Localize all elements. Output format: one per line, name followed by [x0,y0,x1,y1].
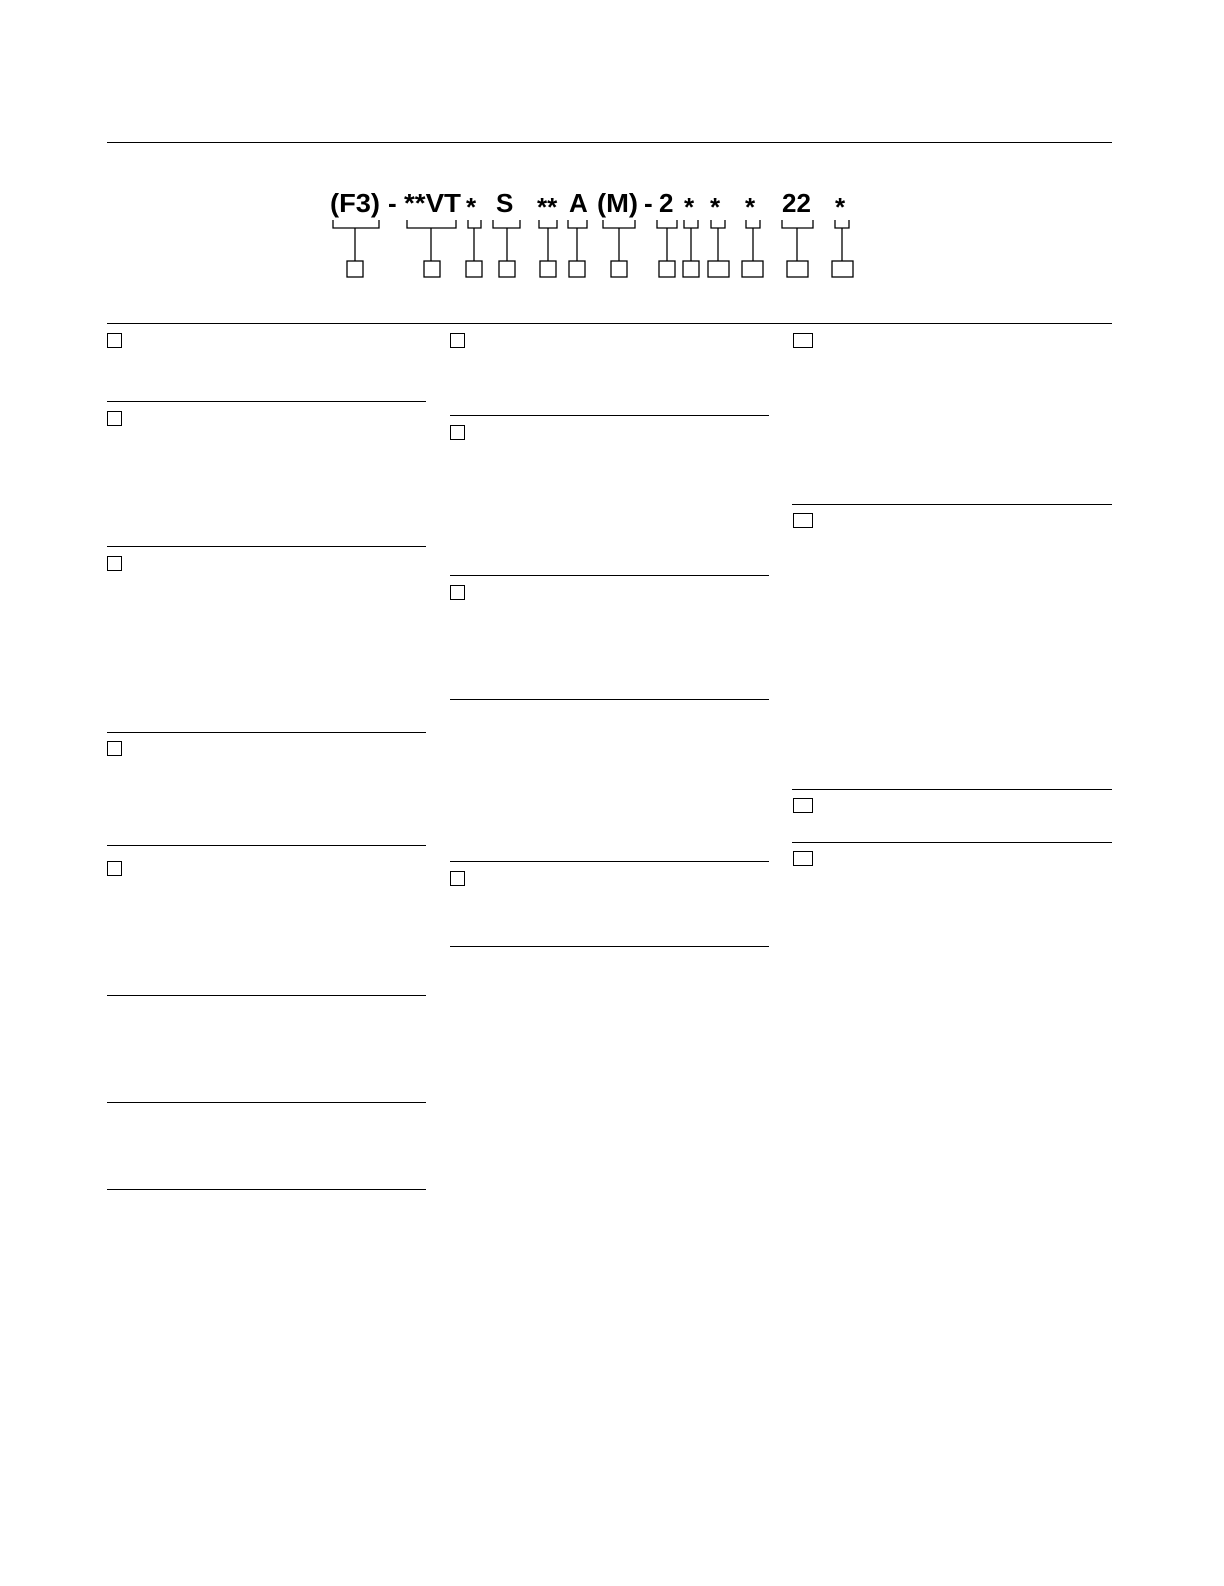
code-segment-twentytwo: 22 [782,188,811,218]
label-box [424,261,440,277]
bracket-star [835,220,849,261]
section-divider [107,995,426,996]
code-segment-star: * [684,192,695,222]
code-segment-s: S [496,188,514,218]
bracket-star [468,220,481,261]
section-box [450,871,465,886]
section-box [450,425,465,440]
label-box [742,261,763,277]
label-box [787,261,808,277]
code-segment-star: * [710,192,721,222]
bracket-star [711,220,725,261]
segment-label-boxes [347,261,853,277]
section-divider [107,546,426,547]
section-box [793,851,813,866]
code-segment-star: * [466,192,477,222]
bracket-two [657,220,677,261]
section-divider [792,789,1112,790]
code-segment-vt: **VT [404,188,462,218]
label-box [569,261,585,277]
bracket-m [603,220,635,261]
code-segment-f3: (F3) [330,188,380,218]
code-segment-dash: - [388,188,397,218]
section-box [107,333,122,348]
label-box [659,261,675,277]
code-segment-m: (M) [597,188,638,218]
section-divider [792,504,1112,505]
section-divider [107,1189,426,1190]
section-divider [107,732,426,733]
section-box [450,333,465,348]
label-box [683,261,699,277]
section-divider [450,861,769,862]
section-box [107,861,122,876]
section-divider [450,415,769,416]
bracket-a [568,220,587,261]
label-box [540,261,556,277]
label-box [347,261,363,277]
code-segment-two: 2 [659,188,674,218]
bracket-star [684,220,698,261]
section-divider [107,845,426,846]
section-divider [450,946,769,947]
section-divider [107,401,426,402]
section-box [793,798,813,813]
label-box [499,261,515,277]
section-rule [107,323,1112,324]
section-box [793,513,813,528]
label-box [708,261,729,277]
bracket-star [746,220,760,261]
section-box [793,333,813,348]
bracket-s [493,220,520,261]
section-box [107,411,122,426]
code-segment-dash: - [644,188,653,218]
section-divider [107,1102,426,1103]
code-segment-double-star: ** [537,192,558,222]
label-box [611,261,627,277]
label-box [832,261,853,277]
code-segment-star: * [745,192,756,222]
bracket-vt [407,220,456,261]
model-code-diagram [0,0,1224,300]
section-divider [450,575,769,576]
label-box [466,261,482,277]
code-segment-a: A [569,188,588,218]
bracket-twentytwo [782,220,813,261]
section-divider [450,699,769,700]
section-box [450,585,465,600]
section-divider [792,842,1112,843]
bracket-double-star [539,220,557,261]
bracket-f3 [333,220,379,261]
section-box [107,556,122,571]
section-box [107,741,122,756]
code-segment-star: * [835,192,846,222]
segment-brackets [333,220,849,261]
